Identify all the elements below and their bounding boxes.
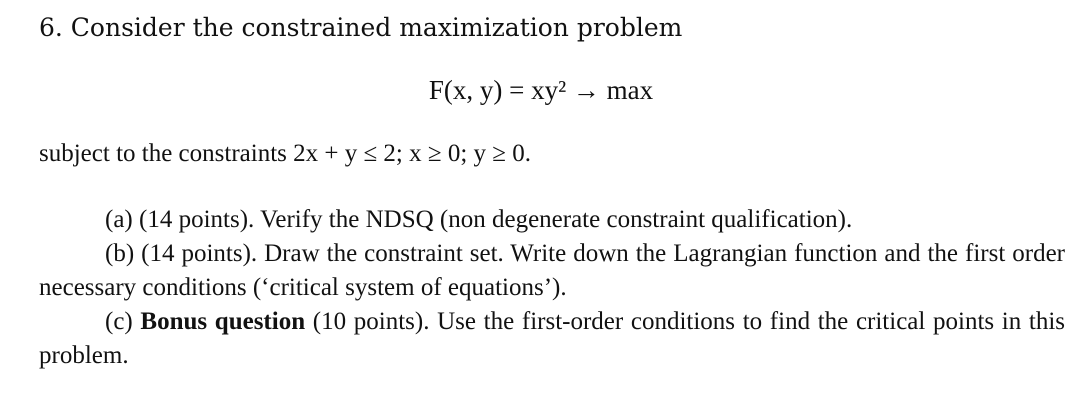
part-c	[39, 305, 1065, 373]
part-c-bold-title: Bonus question	[140, 308, 306, 335]
constraints-line: subject to the constraints 2x + y ≤ 2; x ≥ 0; y ≥ 0.	[39, 140, 532, 167]
part-c-label: (c)	[105, 308, 133, 335]
part-a-text: (a) (14 points). Verify the NDSQ (non degenerate constraint qualification).	[105, 206, 853, 233]
part-a	[39, 203, 1065, 237]
part-b-text: (b) (14 points). Draw the constraint set. Write down the Lagrangian function and the first order necessary conditions (‘critical system of equations’).	[39, 240, 1065, 301]
problem-heading: 6. Consider the constrained maximization problem	[39, 13, 683, 42]
part-c-text: (10 points). Use the first-order conditions to find the critical points in this problem.	[39, 308, 1066, 369]
objective-formula: F(x, y) = xy² → max	[428, 75, 654, 105]
part-b	[39, 237, 1065, 305]
